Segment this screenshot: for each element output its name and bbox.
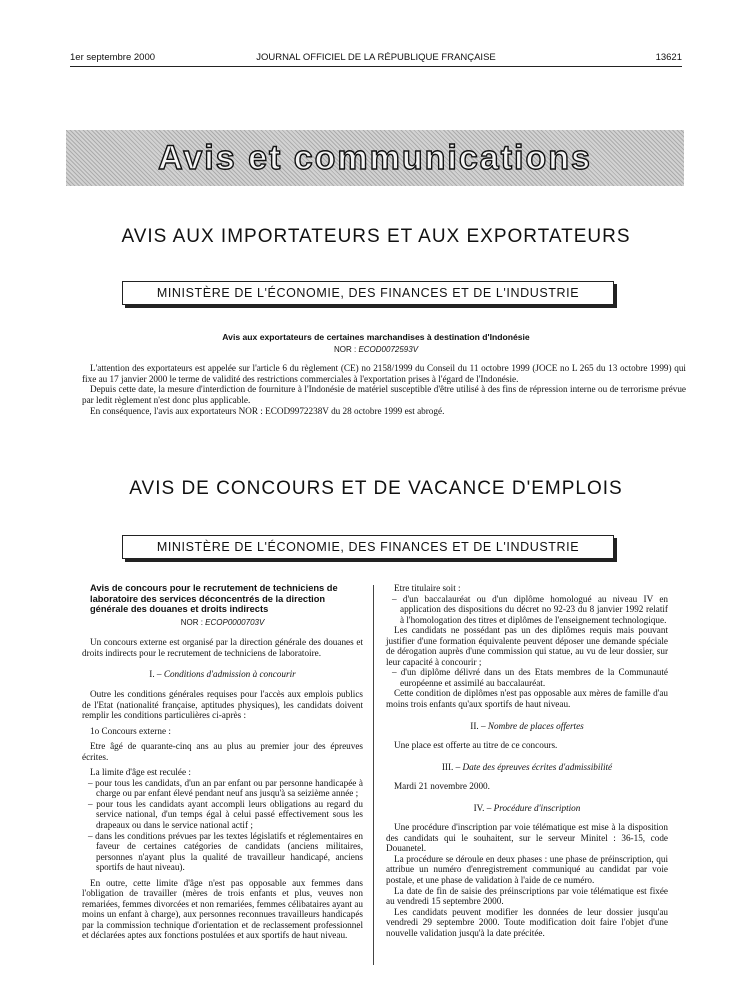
banner-title: Avis et communications bbox=[158, 138, 592, 177]
list-item: – d'un baccalauréat ou d'un diplôme homologué au niveau IV en application des dispositions du décret no 92-23 du 8 janvier 1992 relatif à l'homologation des titres et diplômes de l'enseignement technologique. bbox=[392, 593, 668, 625]
paragraph: Une procédure d'inscription par voie télématique est mise à la disposition des candidats qui le souhaitent, sur le serveur Minitel : 36-15, code Douanetel. bbox=[386, 822, 668, 854]
paragraph: La procédure se déroule en deux phases : une phase de préinscription, qui attribue un numéro d'enregistrement communiqué au candidat par voie postale, et une phase de validation à l'aide de ce numéro. bbox=[386, 853, 668, 886]
paragraph: Mardi 21 novembre 2000. bbox=[394, 781, 490, 792]
section-heading-concours: AVIS DE CONCOURS ET DE VACANCE D'EMPLOIS bbox=[129, 478, 623, 499]
paragraph: Cette condition de diplômes n'est pas opposable aux mères de famille d'au moins trois enfants qu'aux sportifs de haut niveau. bbox=[386, 688, 668, 710]
notice-body bbox=[82, 363, 686, 417]
concours-title: Avis de concours pour le recrutement de techniciens de laboratoire des services déconcentrés de la direction générale des douanes et droits indirects bbox=[90, 583, 338, 615]
nor-code: ECOD0072593V bbox=[358, 345, 419, 354]
left-column bbox=[82, 583, 363, 941]
paragraph: En outre, cette limite d'âge n'est pas opposable aux femmes dans l'obligation de travailler (mères de trois enfants et plus, veuves non remariées, femmes divorcées et non remariées, femmes célibataires ayant au moins un enfant à charge), aux personnes reconnues travailleurs handicapés par la commission technique d'orientation et de reclassement professionnel et déclarées aptes aux fonctions postulées et aux sportifs de haut niveau. bbox=[82, 877, 363, 941]
notice-title: Avis aux exportateurs de certaines marchandises à destination d'Indonésie bbox=[222, 332, 530, 342]
list-item: – dans les conditions prévues par les textes législatifs et réglementaires en faveur de certaines catégories de candidats (anciens militaires, personnes n'ayant plus la qualité de travailleur handicapé, anciens sportifs de haut niveau). bbox=[88, 830, 363, 873]
paragraph: La limite d'âge est reculée : bbox=[90, 767, 191, 778]
section-heading-import-export: AVIS AUX IMPORTATEURS ET AUX EXPORTATEURS bbox=[121, 226, 631, 247]
paragraph: Les candidats ne possédant pas un des diplômes requis mais pouvant justifier d'une formation équivalente peuvent déposer une demande spéciale de dérogation auprès d'une commission qui statue, au vu de leur dossier, sur leur capacité à concourir ; bbox=[386, 625, 668, 667]
page-number: 13621 bbox=[655, 52, 682, 63]
paragraph: Etre âgé de quarante-cinq ans au plus au premier jour des épreuves écrites. bbox=[82, 741, 363, 762]
paragraph: Une place est offerte au titre de ce concours. bbox=[394, 740, 558, 751]
list-item: – pour tous les candidats ayant accompli leurs obligations au regard du service national, d'un temps égal à celui passé effectivement sous les drapeaux ou dans le service national actif ; bbox=[88, 798, 363, 830]
subsection-heading: IV. – Procédure d'inscription bbox=[473, 802, 581, 813]
section-banner bbox=[66, 130, 684, 186]
nor-label: NOR : bbox=[333, 345, 357, 354]
journal-title: JOURNAL OFFICIEL DE LA RÉPUBLIQUE FRANÇAISE bbox=[256, 52, 496, 63]
subsection-heading: III. – Date des épreuves écrites d'admissibilité bbox=[441, 761, 613, 772]
paragraph: 1o Concours externe : bbox=[90, 725, 171, 736]
nor-reference bbox=[70, 345, 682, 354]
nor-reference bbox=[82, 618, 363, 629]
list-item: – pour tous les candidats, d'un an par enfant ou par personne handicapée à charge ou par enfant élevé pendant neuf ans jusqu'à sa seizième année ; bbox=[88, 777, 363, 799]
list-item: – d'un diplôme délivré dans un des Etats membres de la Communauté européenne et assimilé au baccalauréat. bbox=[392, 667, 668, 688]
paragraph: La date de fin de saisie des préinscriptions par voie télématique est fixée au vendredi 15 septembre 2000. bbox=[386, 885, 668, 907]
notice-paragraph: En conséquence, l'avis aux exportateurs NOR : ECOD9972238V du 28 octobre 1999 est abrogé. bbox=[90, 405, 445, 416]
ministry-box: MINISTÈRE DE L'ÉCONOMIE, DES FINANCES ET DE L'INDUSTRIE bbox=[122, 535, 614, 559]
paragraph: Outre les conditions générales requises pour l'accès aux emplois publics de l'Etat (nationalité française, aptitudes physiques), les candidats doivent remplir les conditions particulières ci-après : bbox=[82, 688, 363, 721]
right-column bbox=[386, 583, 668, 938]
nor-label: NOR : bbox=[180, 617, 203, 627]
intro-paragraph: Un concours externe est organisé par la direction générale des douanes et droits indirects pour le recrutement de techniciens de laboratoire. bbox=[82, 637, 363, 658]
paragraph: Etre titulaire soit : bbox=[394, 583, 461, 593]
subsection-heading: I. – Conditions d'admission à concourir bbox=[149, 669, 296, 680]
subsection-heading: II. – Nombre de places offertes bbox=[470, 720, 584, 731]
notice-paragraph: Depuis cette date, la mesure d'interdiction de fourniture à l'Indonésie de matériel susceptible d'être utilisé à des fins de répression interne ou de terrorisme prévue par ledit règlement n'est donc plus applicable. bbox=[82, 384, 686, 406]
header-rule bbox=[70, 66, 682, 67]
issue-date: 1er septembre 2000 bbox=[70, 52, 156, 63]
column-divider bbox=[373, 585, 374, 965]
ministry-box: MINISTÈRE DE L'ÉCONOMIE, DES FINANCES ET DE L'INDUSTRIE bbox=[122, 281, 614, 305]
running-header bbox=[70, 52, 682, 66]
paragraph: Les candidats peuvent modifier les données de leur dossier jusqu'au vendredi 29 septembre 2000. Toute modification doit faire l'objet d'une nouvelle validation jusqu'à la date précitée. bbox=[386, 906, 668, 938]
notice-paragraph: L'attention des exportateurs est appelée sur l'article 6 du règlement (CE) no 2158/1999 du Conseil du 11 octobre 1999 (JOCE no L 265 du 13 octobre 1999) qui fixe au 17 janvier 2000 le terme de validité des restrictions commerciales à l'exportation prises à l'égard de l'Indonésie. bbox=[82, 363, 686, 384]
nor-code: ECOP0000703V bbox=[205, 617, 265, 627]
